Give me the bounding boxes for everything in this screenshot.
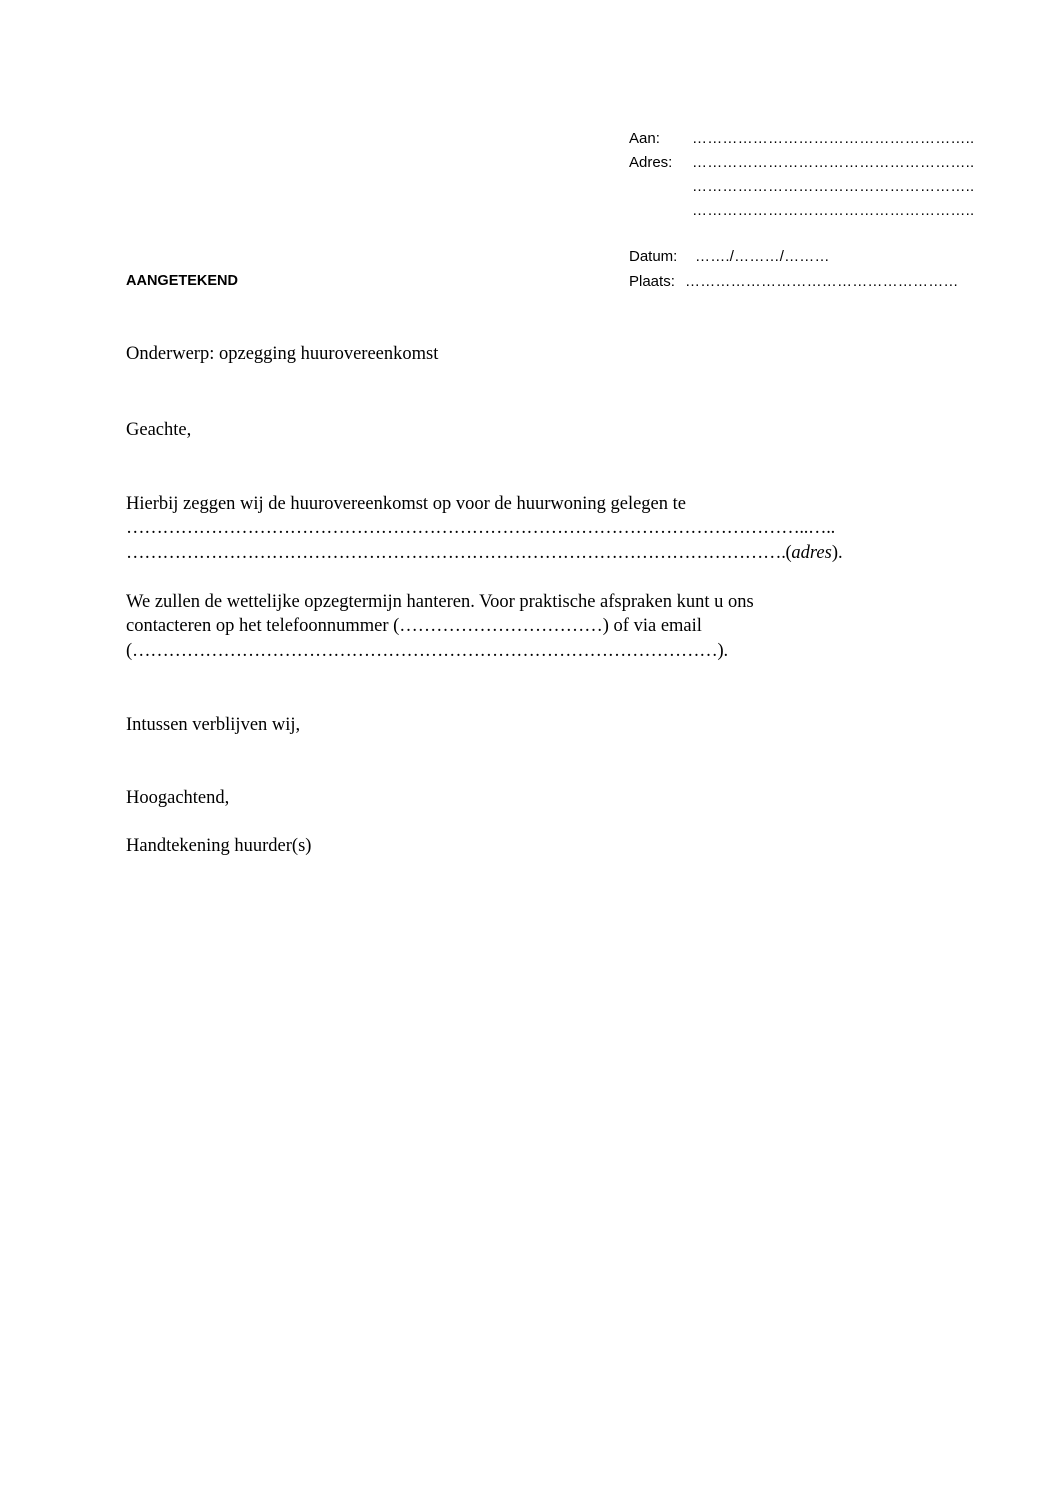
sign-off: Hoogachtend,: [126, 788, 230, 808]
paragraph-2-line-2: contacteren op het telefoonnummer (……………………………) of via email: [126, 616, 702, 636]
salutation: Geachte,: [126, 420, 192, 440]
adres-field-line-1: ………………………………………………..: [692, 154, 975, 171]
adres-field-line-3: ………………………………………………..: [692, 202, 975, 219]
registered-label: AANGETEKEND: [126, 273, 238, 289]
paragraph-1-address-line-2: [126, 544, 843, 563]
paragraph-1-address-line-1: …………………………………………………………………………………………………..…..: [126, 518, 835, 538]
aan-label: Aan:: [629, 130, 660, 147]
datum-label: Datum:: [629, 248, 678, 265]
subject-line: Onderwerp: opzegging huurovereenkomst: [126, 344, 439, 364]
signature-label: Handtekening huurder(s): [126, 836, 312, 856]
address-dots: ……………………………………………………………………………………………….(: [126, 543, 792, 563]
paragraph-2-line-3: (……………………………………………………………………………………).: [126, 641, 728, 661]
datum-field: ……./………/………: [695, 248, 830, 265]
address-hint: adres: [791, 543, 832, 563]
adres-label: Adres:: [629, 154, 673, 171]
adres-field-line-2: ………………………………………………..: [692, 178, 975, 195]
paragraph-2-line-1: We zullen de wettelijke opzegtermijn hanteren. Voor praktische afspraken kunt u ons: [126, 592, 754, 612]
plaats-label: Plaats:: [629, 273, 675, 290]
address-end: ).: [831, 543, 843, 563]
closing-line: Intussen verblijven wij,: [126, 715, 301, 735]
aan-field: ………………………………………………..: [692, 130, 975, 147]
paragraph-1-line-1: Hierbij zeggen wij de huurovereenkomst op voor de huurwoning gelegen te: [126, 494, 686, 514]
plaats-field: ………………………………………………: [685, 273, 959, 290]
